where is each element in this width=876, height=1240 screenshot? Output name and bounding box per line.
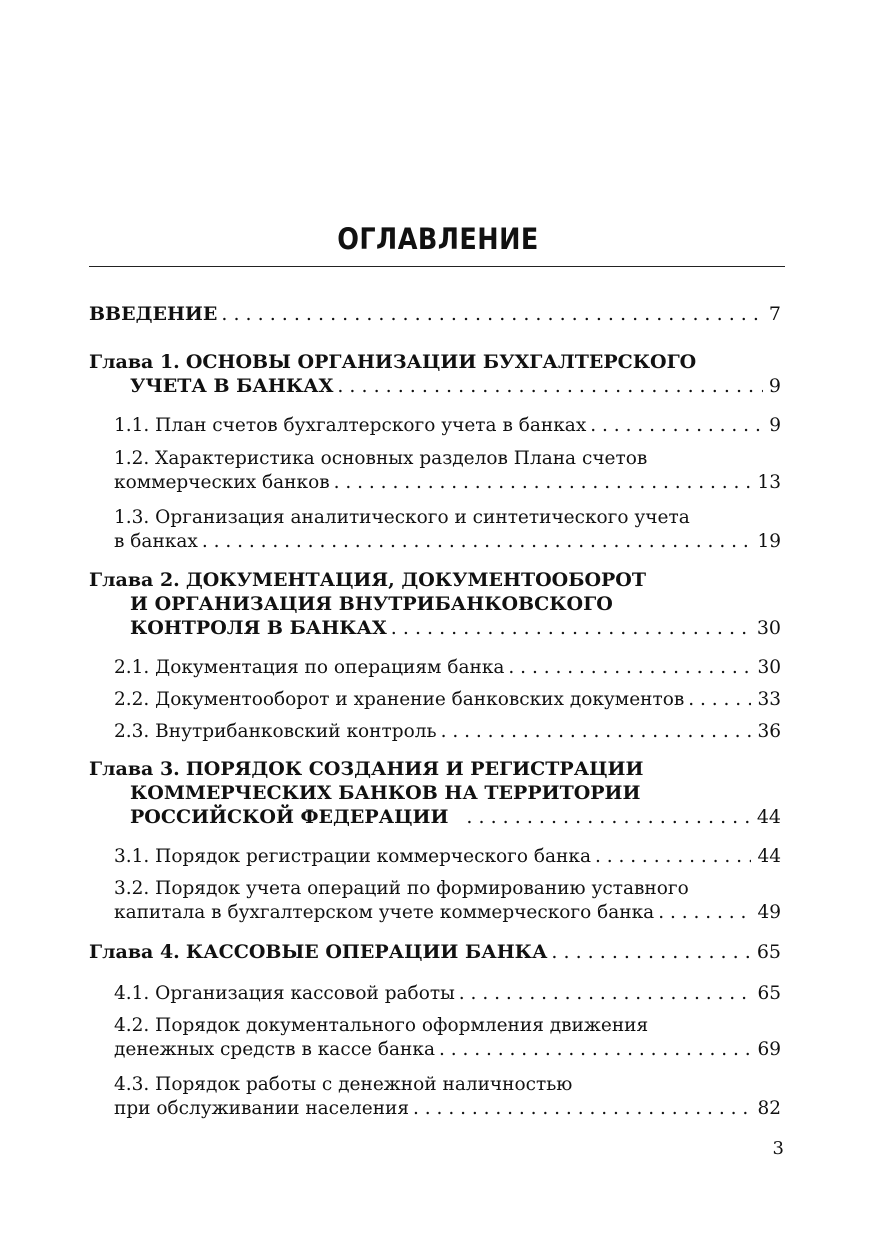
dot-leader	[459, 982, 752, 1006]
section-title-line: коммерческих банков	[114, 472, 330, 493]
section-title-line: 3.2. Порядок учета операций по формированию уставного	[114, 878, 689, 899]
section-title-line: при обслуживании населения	[114, 1098, 410, 1119]
section-title-line: 4.1. Организация кассовой работы	[114, 983, 455, 1004]
toc-section-4-1[interactable]	[114, 982, 781, 1006]
dot-leader	[590, 414, 763, 438]
dot-leader	[508, 656, 751, 680]
chapter-title-line: ДОКУМЕНТАЦИЯ, ДОКУМЕНТООБОРОТ	[185, 569, 646, 591]
toc-section-4-2[interactable]	[114, 1014, 781, 1062]
toc-section-3-2[interactable]	[114, 877, 781, 925]
dot-leader	[595, 845, 751, 869]
toc-section-2-3[interactable]	[114, 720, 781, 744]
chapter-prefix: Глава 3.	[89, 758, 180, 780]
dot-leader	[337, 374, 763, 398]
toc-section-4-3[interactable]	[114, 1073, 781, 1121]
page-title: ОГЛАВЛЕНИЕ	[337, 222, 539, 256]
section-title-line: 4.3. Порядок работы с денежной наличностью	[114, 1074, 573, 1095]
chapter-title-line: КАССОВЫЕ ОПЕРАЦИИ БАНКА	[185, 941, 548, 963]
dot-leader	[391, 616, 751, 640]
toc-page-number: 44	[756, 806, 781, 828]
chapter-title-line: И ОРГАНИЗАЦИЯ ВНУТРИБАНКОВСКОГО	[130, 593, 613, 615]
toc-chapter-1[interactable]	[89, 350, 781, 398]
chapter-title-line: КОНТРОЛЯ В БАНКАХ	[130, 617, 387, 639]
section-title-line: 4.2. Порядок документального оформления движения	[114, 1015, 649, 1036]
dot-leader	[688, 688, 751, 712]
section-title-line: 2.3. Внутрибанковский контроль	[114, 721, 437, 742]
toc-page-number: 30	[756, 617, 781, 639]
page-number: 3	[772, 1138, 784, 1159]
section-title-line: денежных средств в кассе банка	[114, 1039, 435, 1060]
toc-page-number: 65	[756, 941, 781, 963]
chapter-title-line: ПОРЯДОК СОЗДАНИЯ И РЕГИСТРАЦИИ	[185, 758, 644, 780]
chapter-title-line: РОССИЙСКОЙ ФЕДЕРАЦИИ	[130, 806, 449, 828]
toc-page-number: 9	[768, 375, 781, 397]
toc-section-1-1[interactable]	[114, 414, 781, 438]
section-title-line: 3.1. Порядок регистрации коммерческого банка	[114, 846, 591, 867]
chapter-title-line: ОСНОВЫ ОРГАНИЗАЦИИ БУХГАЛТЕРСКОГО	[185, 351, 697, 373]
toc-section-1-2[interactable]	[114, 447, 781, 495]
chapter-prefix: Глава 4.	[89, 941, 180, 963]
section-title-line: 2.2. Документооборот и хранение банковских документов	[114, 689, 685, 710]
dot-leader	[202, 530, 752, 554]
dot-leader	[466, 805, 750, 829]
section-title-line: в банках	[114, 531, 198, 552]
toc-section-2-1[interactable]	[114, 656, 781, 680]
dot-leader	[413, 1097, 751, 1121]
dot-leader	[221, 302, 763, 326]
section-title-line: капитала в бухгалтерском учете коммерческого банка	[114, 902, 655, 923]
toc-page-number: 33	[757, 689, 781, 710]
chapter-prefix: Глава 1.	[89, 351, 180, 373]
title-rule	[89, 266, 785, 267]
toc-page-number: 19	[757, 531, 781, 552]
dot-leader	[441, 720, 752, 744]
dot-leader	[334, 471, 752, 495]
toc-chapter-3[interactable]	[89, 757, 781, 829]
toc-page-number: 49	[757, 902, 781, 923]
dot-leader	[439, 1038, 751, 1062]
section-title-line: 1.1. План счетов бухгалтерского учета в банках	[114, 415, 587, 436]
toc-section-2-2[interactable]	[114, 688, 781, 712]
chapter-title-line: КОММЕРЧЕСКИХ БАНКОВ НА ТЕРРИТОРИИ	[130, 782, 641, 804]
toc-section-1-3[interactable]	[114, 506, 781, 554]
toc-page-number: 69	[757, 1039, 781, 1060]
toc-chapter-2[interactable]	[89, 568, 781, 640]
toc-entry-intro[interactable]	[89, 302, 781, 326]
chapter-prefix: Глава 2.	[89, 569, 180, 591]
toc-entry-title: ВВЕДЕНИЕ	[89, 303, 218, 325]
toc-page-number: 13	[757, 472, 781, 493]
dot-leader	[551, 940, 750, 964]
toc-page-number: 65	[757, 983, 781, 1004]
toc-page-number: 44	[757, 846, 781, 867]
toc-page-number: 82	[757, 1098, 781, 1119]
toc-page-number: 36	[757, 721, 781, 742]
toc-page-number: 7	[768, 303, 781, 325]
toc-page-number: 30	[757, 657, 781, 678]
section-title-line: 2.1. Документация по операциям банка	[114, 657, 505, 678]
section-title-line: 1.3. Организация аналитического и синтетического учета	[114, 507, 690, 528]
toc-chapter-4[interactable]	[89, 940, 781, 964]
dot-leader	[658, 901, 751, 925]
toc-section-3-1[interactable]	[114, 845, 781, 869]
toc-page-number: 9	[769, 415, 781, 436]
section-title-line: 1.2. Характеристика основных разделов Плана счетов	[114, 448, 648, 469]
chapter-title-line: УЧЕТА В БАНКАХ	[130, 375, 334, 397]
